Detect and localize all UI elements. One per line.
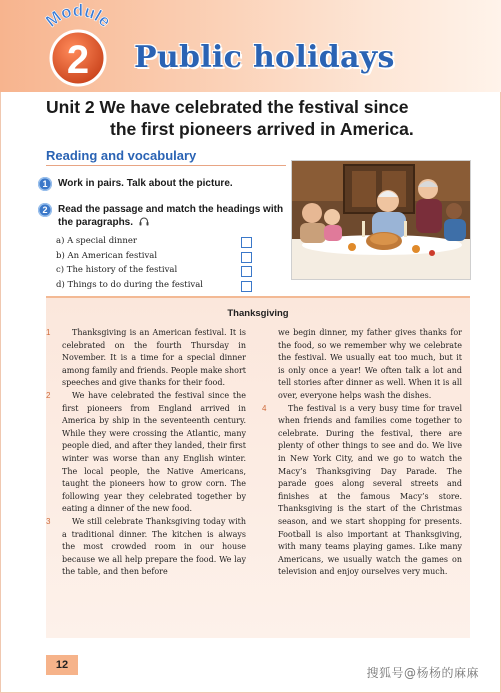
unit-heading-line-2: the first pioneers arrived in America.: [110, 119, 414, 139]
heading-option-label: a) A special dinner: [56, 236, 137, 246]
heading-option-label: d) Things to do during the festival: [56, 279, 203, 290]
heading-option: [56, 250, 252, 265]
heading-option: [56, 264, 252, 279]
section-divider: [46, 165, 286, 166]
paragraph-number: 3: [46, 516, 51, 526]
module-header: [0, 0, 501, 92]
answer-checkbox[interactable]: [241, 281, 252, 292]
task-instruction: Read the passage and match the headings with the paragraphs.: [58, 204, 284, 228]
heading-option: [56, 235, 252, 250]
paragraph-4: [262, 403, 462, 579]
paragraph-1: [46, 327, 246, 390]
paragraph-text: We still celebrate Thanksgiving today with a traditional dinner. The kitchen is always the most crowded room in our house because we all help prepare the food. We lay the table, and then before: [62, 516, 246, 577]
watermark: 搜狐号@杨杨的麻麻: [366, 666, 479, 680]
reading-passage: [46, 296, 470, 638]
answer-checkbox[interactable]: [241, 237, 252, 248]
answer-checkbox[interactable]: [241, 252, 252, 263]
passage-column-right: [262, 327, 462, 579]
page-number: 12: [46, 655, 78, 675]
heading-option-label: b) An American festival: [56, 250, 158, 261]
unit-heading-line-1: Unit 2 We have celebrated the festival since: [46, 97, 409, 117]
paragraph-number: 4: [262, 403, 267, 413]
paragraph-text: The festival is a very busy time for travel when friends and families come together to celebrate. During the festival, there are plenty of other things to see and do. We live in New York City, and we go to watch the Macy’s Thanksgiving Day Parade. The parade goes along several streets and finishes at the famous Macy’s store. Thanksgiving is the start of the Christmas season, and we start shopping for presents. Football is also important at Thanksgiving, with many teams playing games. Like many Americans, we usually watch the games on television and enjoy ourselves very much.: [278, 403, 462, 577]
passage-title: Thanksgiving: [227, 308, 289, 319]
task-number-badge: 1: [38, 177, 52, 191]
page-title: Public holidays: [134, 40, 395, 75]
module-word: Module: [42, 2, 115, 31]
paragraph-number: 2: [46, 390, 51, 400]
passage-column-left: [46, 327, 246, 579]
section-label: Reading and vocabulary: [46, 148, 197, 163]
headings-list: [56, 235, 252, 293]
unit-heading: [46, 96, 476, 140]
headphones-icon[interactable]: [139, 217, 149, 226]
task-instruction-wrap: [58, 203, 298, 229]
task-instruction: Work in pairs. Talk about the picture.: [58, 178, 233, 189]
paragraph-3-continued: [278, 327, 462, 403]
paragraph-text: we begin dinner, my father gives thanks for the food, so we remember why we celebrate the festival. We usually eat too much, but it is only once a year! We often talk a lot and tell stories after dinner as well. When it is all over, everyone helps wash the dishes.: [278, 328, 462, 400]
family-dinner-photo: [291, 160, 471, 280]
paragraph-number: 1: [46, 328, 51, 337]
heading-option: [56, 279, 252, 294]
paragraph-text: Thanksgiving is an American festival. It is celebrated on the fourth Thursday in November. It is a time for a special dinner among family and friends. People make short speeches and give thanks for their food.: [62, 328, 246, 388]
module-badge: [30, 2, 126, 94]
task-number-badge: 2: [38, 203, 52, 217]
paragraph-text: We have celebrated the festival since the first pioneers from England arrived in America by ship in the seventeenth century. While they were crossing the Atlantic, many people died, and after they landed, their first winter was worse than any English winter. The local people, the Native Americans, taught the pioneers how to grow corn. The following year they celebrated together by eating a dinner of the new food.: [62, 390, 246, 514]
module-number: 2: [66, 38, 90, 82]
paragraph-2: [46, 390, 246, 516]
paragraph-3: [46, 516, 246, 579]
answer-checkbox[interactable]: [241, 266, 252, 277]
heading-option-label: c) The history of the festival: [56, 265, 178, 275]
